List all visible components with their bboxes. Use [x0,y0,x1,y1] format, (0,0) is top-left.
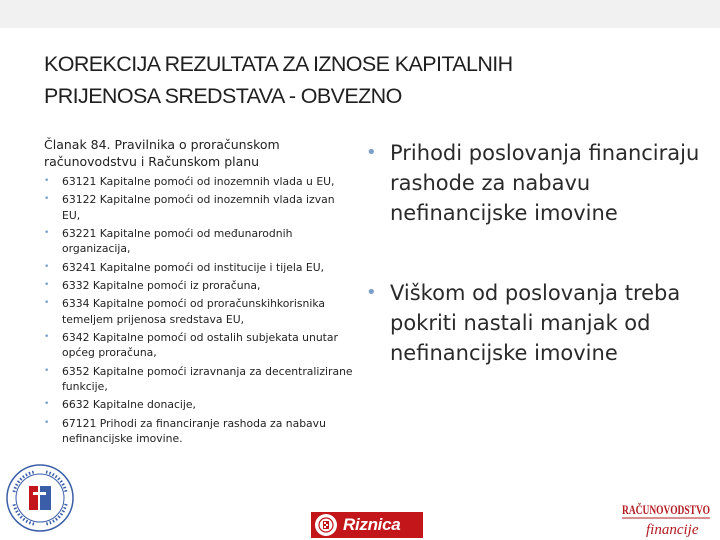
list-item-text: 6334 Kapitalne pomoći od proračunskihkorisnika temeljem prijenosa sredstava EU, [62,297,325,326]
bullet-icon: • [44,417,50,428]
top-band [0,0,720,28]
bullet-icon: • [366,282,377,303]
list-item-text: 6632 Kapitalne donacije, [62,398,196,412]
racunovodstvo-financije-logo [620,496,712,540]
riznica-logo [311,512,423,538]
association-seal-logo [4,462,76,534]
list-item [44,226,354,256]
svg-text:RAČUNOVODSTVO: RAČUNOVODSTVO [622,503,711,517]
riznica-emblem-icon [315,514,337,536]
list-item [44,174,354,189]
bullet-icon: • [44,298,50,309]
bullet-point-text: Prihodi poslovanja financiraju rashode za nabavu nefinancijske imovine [390,141,700,225]
article-reference: Članak 84. Pravilnika o proračunskom računovodstvu i Računskom planu [44,137,280,169]
bullet-icon: • [44,399,50,410]
title-line-2: PRIJENOSA SREDSTAVA - OBVEZNO [44,84,402,108]
bullet-point [364,138,704,228]
bullet-icon: • [44,194,50,205]
svg-text:financije: financije [646,522,699,538]
list-item [44,416,354,446]
list-item-text: 63221 Kapitalne pomoći od međunarodnih organizacija, [62,226,293,256]
bullet-icon: • [44,279,50,290]
list-item-text: 63122 Kapitalne pomoći od inozemnih vlada izvan EU, [62,193,335,222]
slide-title [44,48,684,112]
list-item [44,192,354,222]
list-item [44,330,354,360]
bullet-icon: • [44,331,50,342]
list-item [44,364,354,394]
list-item-text: 6332 Kapitalne pomoći iz proračuna, [62,278,261,292]
account-list [44,174,354,446]
list-item-text: 6342 Kapitalne pomoći od ostalih subjekata unutar općeg proračuna, [62,330,338,360]
list-item-text: 6352 Kapitalne pomoći izravnanja za decentralizirane funkcije, [62,364,353,393]
list-item [44,278,354,293]
list-item [44,296,354,326]
list-item-text: 63241 Kapitalne pomoći od institucije i tijela EU, [62,260,325,274]
title-line-1: KOREKCIJA REZULTATA ZA IZNOSE KAPITALNIH [44,52,513,76]
list-item-text: 63121 Kapitalne pomoći od inozemnih vlada u EU, [62,175,335,188]
bullet-point-text: Viškom od poslovanja treba pokriti nastali manjak od nefinancijske imovine [390,281,681,365]
bullet-icon: • [44,261,50,272]
bullet-icon: • [44,227,50,238]
bullet-point [364,278,704,368]
riznica-wordmark: Riznica [343,515,401,534]
bullet-icon: • [44,365,50,376]
right-column [364,138,704,368]
left-column [44,136,354,449]
bullet-icon: • [44,176,50,186]
list-item [44,397,354,412]
list-item [44,260,354,275]
list-item-text: 67121 Prihodi za financiranje rashoda za nabavu nefinancijske imovine. [62,416,326,445]
bullet-icon: • [366,142,377,163]
